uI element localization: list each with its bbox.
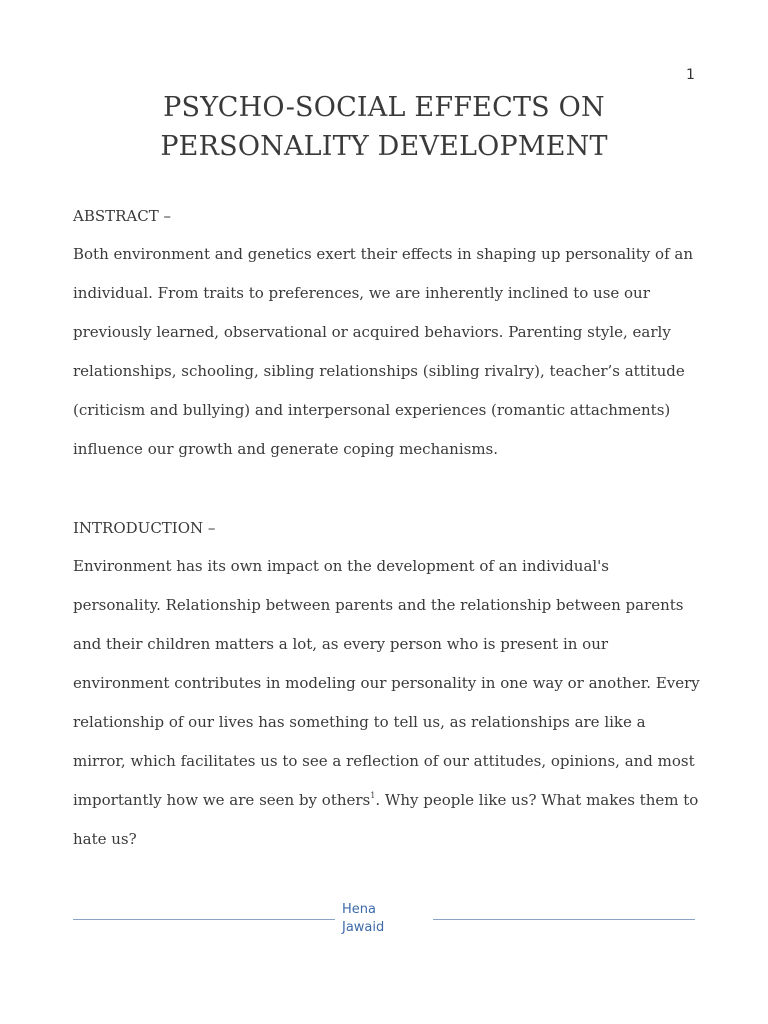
footnote-marker[interactable]: 1	[370, 791, 376, 800]
abstract-line: relationships, schooling, sibling relationships (sibling rivalry), teacher’s attitude	[73, 362, 685, 380]
introduction-line: relationship of our lives has something to tell us, as relationships are like a	[73, 713, 646, 731]
introduction-footnote-line	[73, 781, 697, 820]
footer-author-first: Hena	[342, 902, 376, 917]
abstract-line: individual. From traits to preferences, we are inherently inclined to use our	[73, 284, 650, 302]
footer-rule-left	[73, 919, 335, 920]
title-line-2: PERSONALITY DEVELOPMENT	[160, 131, 608, 162]
document-title	[73, 88, 695, 166]
footer-rule-right	[433, 919, 695, 920]
introduction-line: mirror, which facilitates us to see a reflection of our attitudes, opinions, and most	[73, 752, 695, 770]
introduction-line: Environment has its own impact on the development of an individual's	[73, 557, 610, 575]
introduction-line: environment contributes in modeling our personality in one way or another. Every	[73, 674, 700, 692]
abstract-line: Both environment and genetics exert their effects in shaping up personality of an	[73, 245, 693, 263]
introduction-line: and their children matters a lot, as every person who is present in our	[73, 635, 609, 653]
title-line-1: PSYCHO-SOCIAL EFFECTS ON	[163, 92, 605, 123]
footnote-line-before: importantly how we are seen by others	[73, 791, 371, 809]
introduction-paragraph	[73, 547, 700, 859]
abstract-line: influence our growth and generate coping mechanisms.	[73, 440, 499, 458]
footnote-line-after: . Why people like us? What makes them to	[375, 791, 699, 809]
introduction-line: personality. Relationship between parents and the relationship between parents	[73, 596, 684, 614]
page-number: 1	[686, 67, 695, 83]
abstract-line: (criticism and bullying) and interpersonal experiences (romantic attachments)	[73, 401, 671, 419]
abstract-paragraph	[73, 235, 697, 469]
abstract-line: previously learned, observational or acquired behaviors. Parenting style, early	[73, 323, 671, 341]
introduction-heading: INTRODUCTION –	[73, 519, 216, 537]
introduction-last-line: hate us?	[73, 830, 137, 848]
footer-author-last: Jawaid	[342, 920, 385, 935]
abstract-heading: ABSTRACT –	[73, 207, 172, 225]
footer-author	[342, 901, 422, 937]
